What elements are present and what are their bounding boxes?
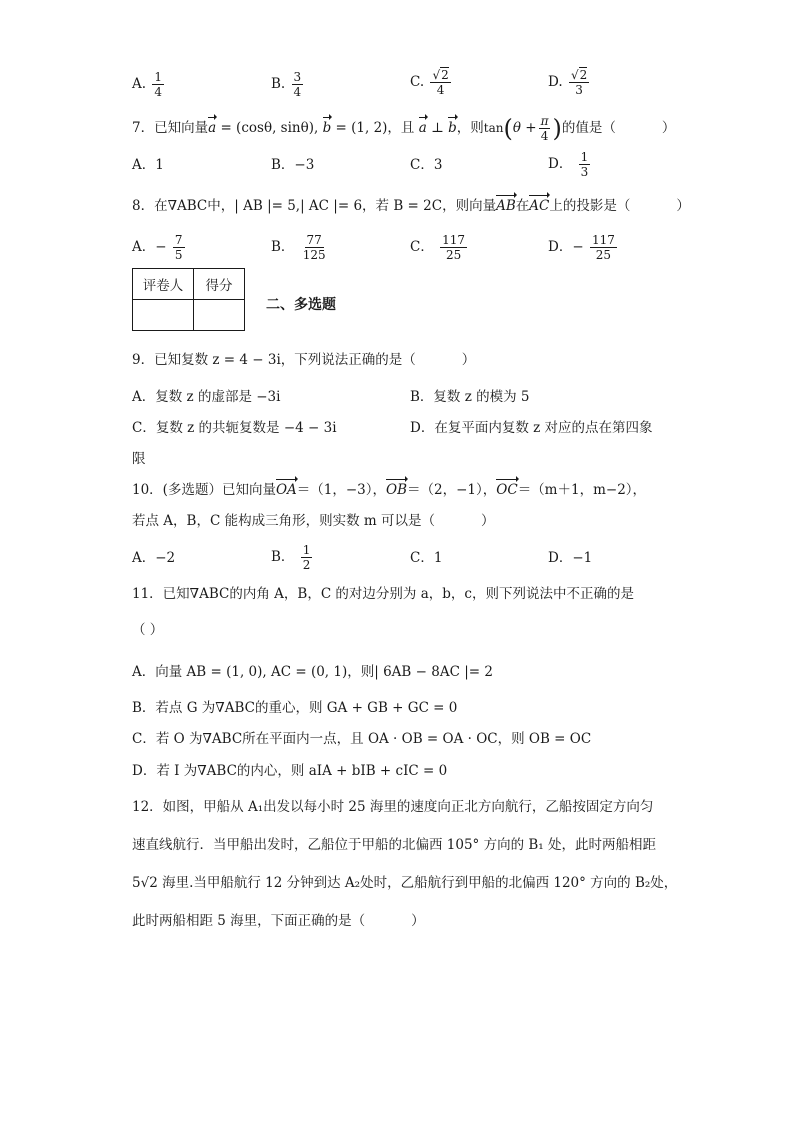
q8-option-a: A．− $\frac{7}{5}$ xyxy=(132,233,183,262)
fraction: $\frac{√2}{3}$ xyxy=(570,68,588,97)
q8-option-d: D．− $\frac{117}{25}$ xyxy=(548,233,615,262)
q12-line4: 此时两船相距 5 海里，下面正确的是（ ） xyxy=(132,913,425,929)
q7-option-d: D． $\frac{1}{3}$ xyxy=(548,150,589,179)
q10-option-c: C．1 xyxy=(410,550,443,566)
q9-option-c: C．复数 z 的共轭复数是 −4 − 3i xyxy=(132,420,337,436)
q9-stem: 9．已知复数 z = 4 − 3i，下列说法正确的是（ ） xyxy=(132,352,476,368)
q6-option-a: A. $\frac{1}{4}$ xyxy=(132,70,162,99)
q8-stem: 8．在∇ABC中，| AB |= 5,| AC |= 6，若 B = 2C，则向量AB在AC上的投影是（ ） xyxy=(132,198,690,214)
section-title: 二、多选题 xyxy=(266,297,336,313)
q10-stem-line2: 若点 A，B，C 能构成三角形，则实数 m 可以是（ ） xyxy=(132,513,495,529)
q11-paren: （ ） xyxy=(132,622,164,638)
fraction: $\frac{77}{125}$ xyxy=(302,233,326,262)
fraction: $\frac{√2}{4}$ xyxy=(432,68,449,97)
q8-option-b: B． $\frac{77}{125}$ xyxy=(271,233,326,262)
q9-option-d: D．在复平面内复数 z 对应的点在第四象 xyxy=(410,420,653,436)
score-table-header-score: 得分 xyxy=(194,269,245,300)
sqrt-icon: √ xyxy=(432,68,441,82)
q12-line2: 速直线航行．当甲船出发时，乙船位于甲船的北偏西 105° 方向的 B₁ 处，此时两船相距 xyxy=(132,837,657,853)
q11-option-d: D．若 I 为∇ABC的内心，则 aIA + bIB + cIC = 0 xyxy=(132,763,448,779)
fraction: $\frac{117}{25}$ xyxy=(442,233,466,262)
q9-option-a: A．复数 z 的虚部是 −3i xyxy=(132,389,281,405)
fraction: $\frac{1}{4}$ xyxy=(154,70,162,99)
score-table-cell-grader[interactable] xyxy=(133,300,194,331)
q9-option-d-continued: 限 xyxy=(132,451,146,467)
q7-option-b: B．−3 xyxy=(271,157,315,173)
q10-option-d: D．−1 xyxy=(548,550,593,566)
q7-option-c: C．3 xyxy=(410,157,443,173)
q10-stem: 10．(多选题）已知向量OA＝（1，−3），OB＝（2，−1），OC＝（m＋1，m−2）， xyxy=(132,482,647,498)
q12-line1: 12．如图，甲船从 A₁出发以每小时 25 海里的速度向正北方向航行，乙船按固定方向匀 xyxy=(132,799,654,815)
fraction: $\frac{117}{25}$ xyxy=(591,233,615,262)
q11-stem: 11．已知∇ABC的内角 A，B，C 的对边分别为 a，b，c，则下列说法中不正确的是 xyxy=(132,586,634,602)
fraction: $\frac{1}{2}$ xyxy=(302,543,311,572)
q10-option-b: B． $\frac{1}{2}$ xyxy=(271,543,311,572)
q6-option-b: B. $\frac{3}{4}$ xyxy=(271,70,302,99)
score-table-header-grader: 评卷人 xyxy=(133,269,194,300)
fraction: $\frac{1}{3}$ xyxy=(580,150,589,179)
q6-option-c: C. $\frac{√2}{4}$ xyxy=(410,68,449,97)
q9-option-b: B．复数 z 的模为 5 xyxy=(410,389,530,405)
score-table-cell-score[interactable] xyxy=(194,300,245,331)
q6-option-d: D. $\frac{√2}{3}$ xyxy=(548,68,588,97)
score-table xyxy=(132,268,245,331)
fraction: $\frac{7}{5}$ xyxy=(174,233,183,262)
fraction: $\frac{3}{4}$ xyxy=(293,70,302,99)
q12-line3: 5√2 海里.当甲船航行 12 分钟到达 A₂处时，乙船航行到甲船的北偏西 120° 方向的 B₂处， xyxy=(132,875,678,891)
q7-stem: 7．已知向量a = (cosθ, sinθ), b = (1, 2)，且 a ⊥ b，则tan(θ + $\frac{\pi}{4}$ )的值是（ ） xyxy=(132,114,676,143)
q7-option-a: A．1 xyxy=(132,157,164,173)
q11-option-c: C．若 O 为∇ABC所在平面内一点，且 OA · OB = OA · OC，则 OB = OC xyxy=(132,731,592,747)
q11-option-a: A．向量 AB = (1, 0), AC = (0, 1)，则| 6AB − 8AC |= 2 xyxy=(132,664,493,680)
fraction: $\frac{\pi}{4}$ xyxy=(540,114,549,143)
sqrt-icon: √ xyxy=(570,68,579,82)
q11-option-b: B．若点 G 为∇ABC的重心，则 GA + GB + GC = 0 xyxy=(132,700,458,716)
q10-option-a: A．−2 xyxy=(132,550,176,566)
q8-option-c: C． $\frac{117}{25}$ xyxy=(410,233,466,262)
